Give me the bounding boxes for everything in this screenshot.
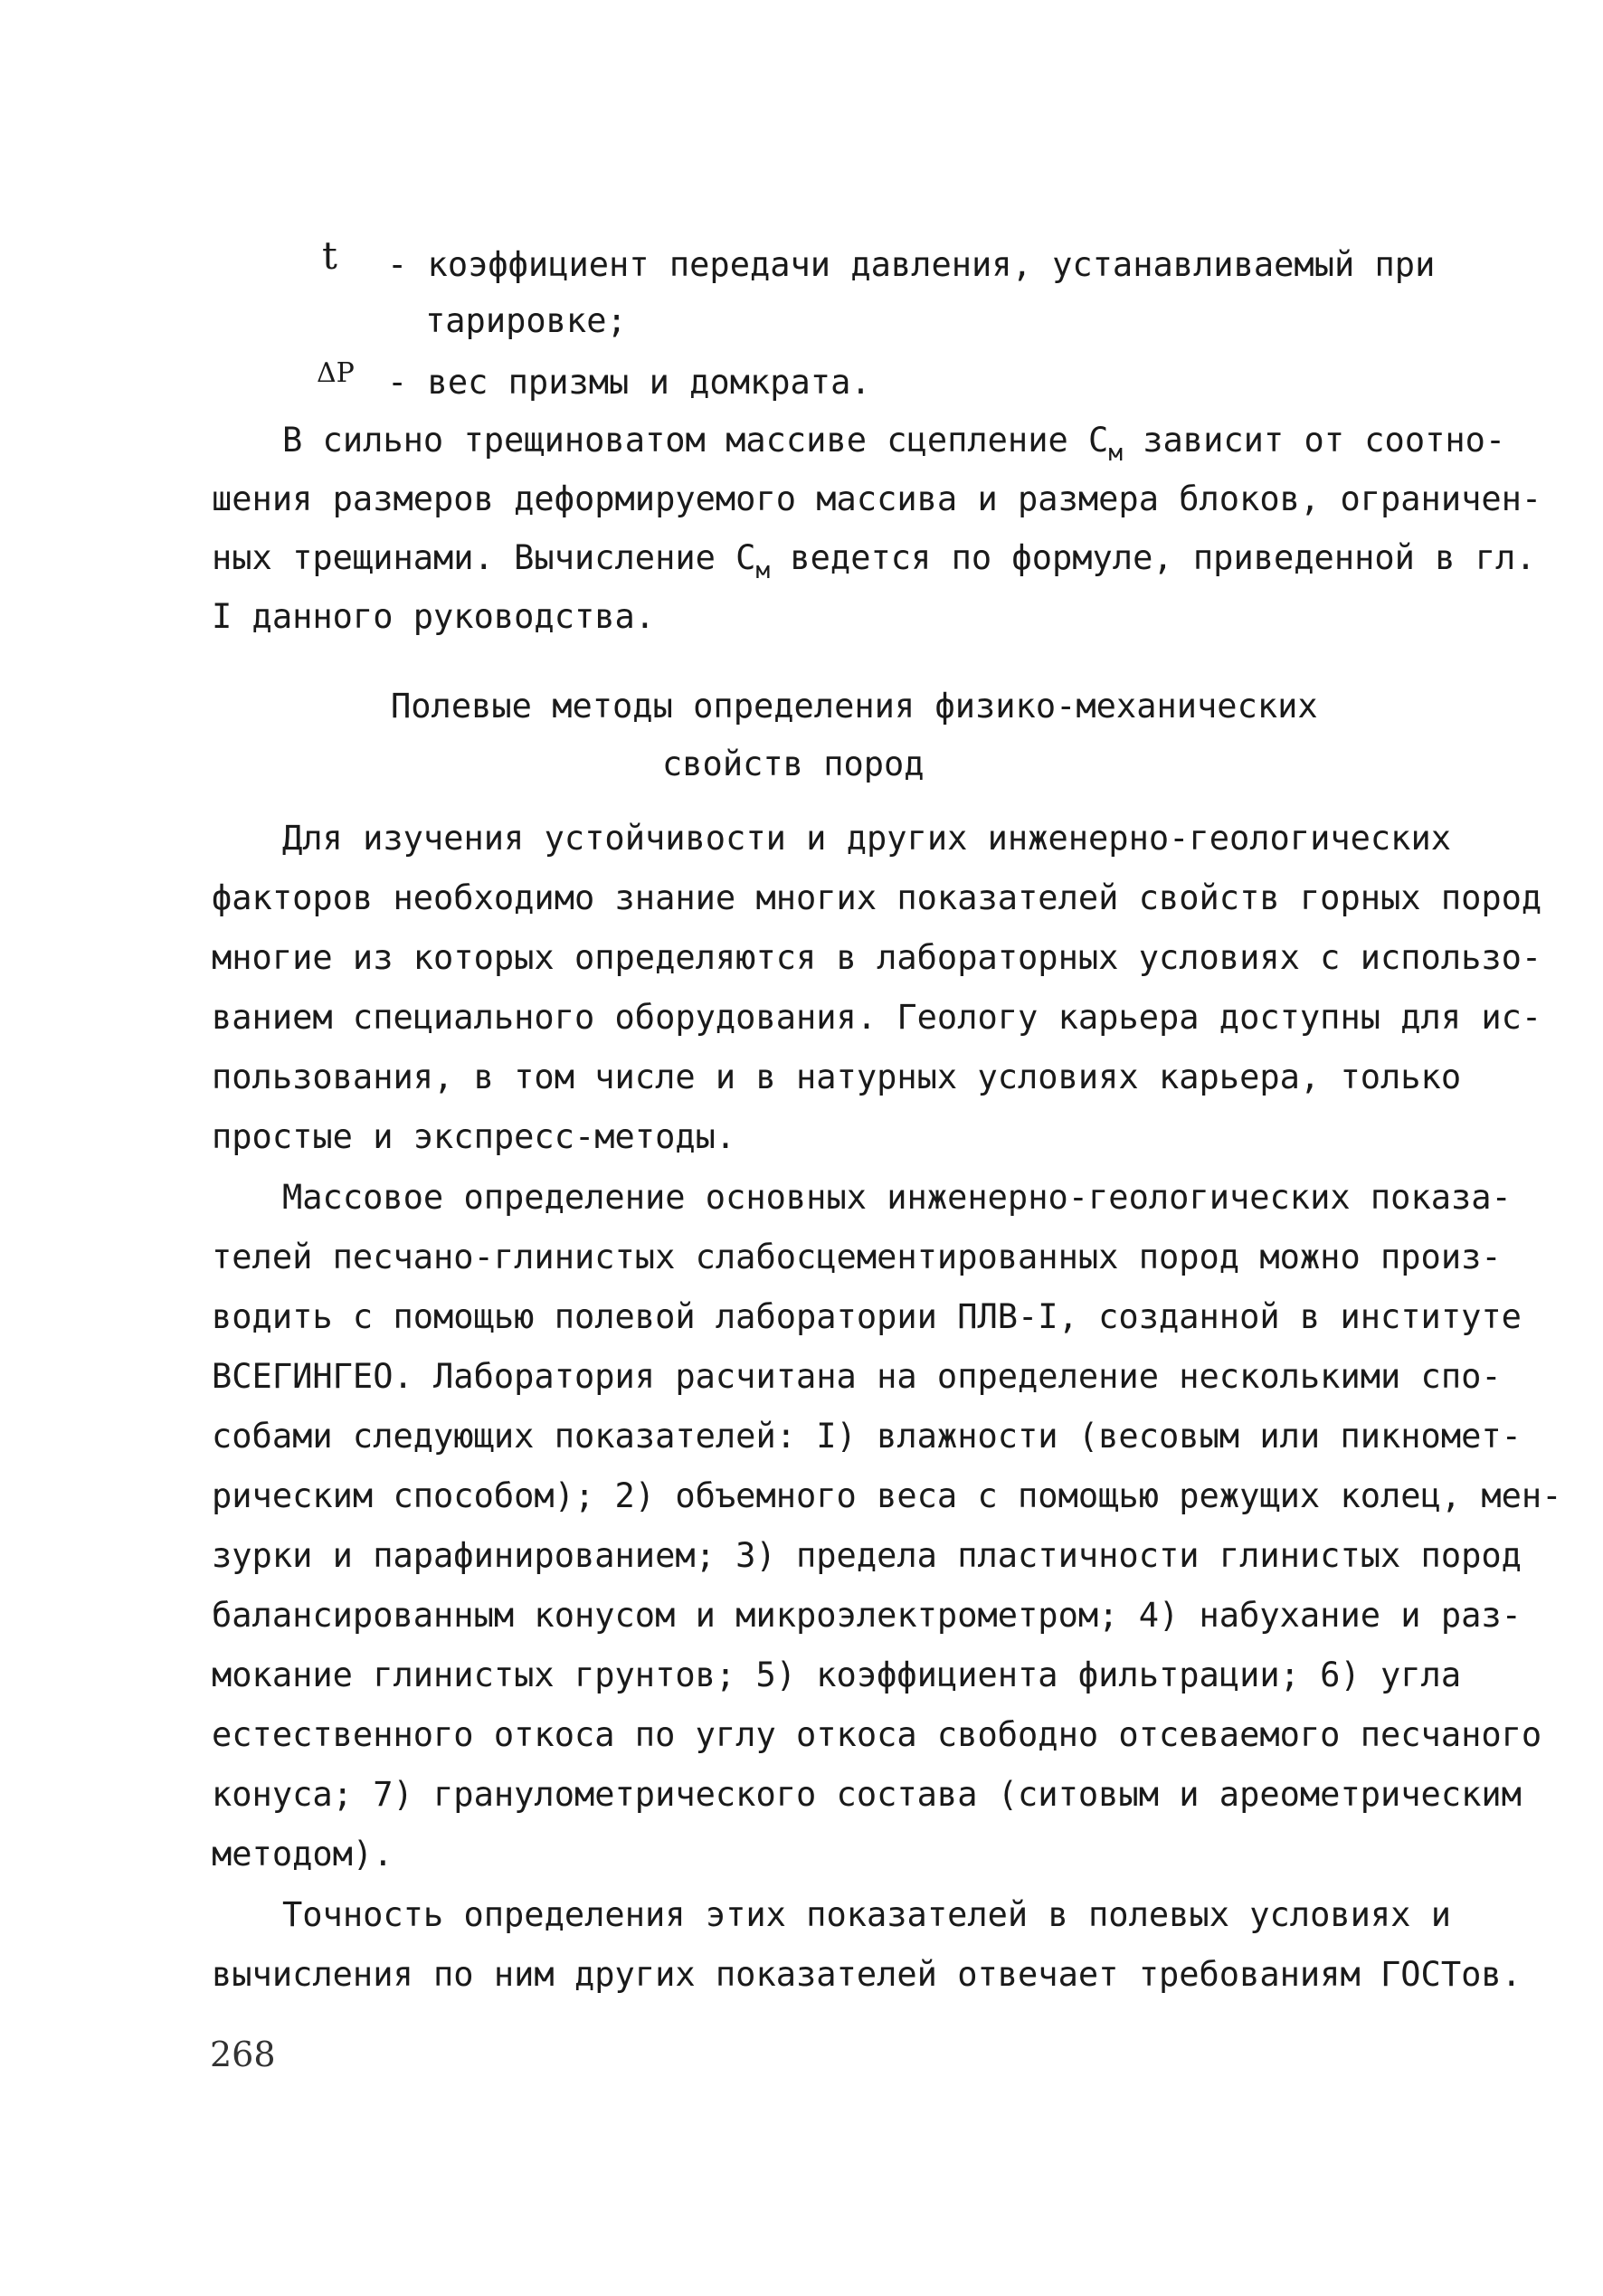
paragraph3-line-7: зурки и парафинированием; 3) предела пластичности глинистых пород bbox=[212, 1536, 1522, 1575]
paragraph2-line-4: ванием специального оборудования. Геологу карьера доступны для ис- bbox=[212, 998, 1542, 1037]
paragraph3-line-5: собами следующих показателей: I) влажности (весовым или пикномет- bbox=[212, 1417, 1522, 1456]
paragraph3-line-12: методом). bbox=[212, 1835, 394, 1874]
section-heading-line-2: свойств пород bbox=[662, 745, 925, 783]
paragraph2-line-1: Для изучения устойчивости и других инженерно-геологических bbox=[282, 819, 1452, 858]
paragraph2-line-5: пользования, в том числе и в натурных условиях карьера, только bbox=[212, 1058, 1462, 1096]
symbol-t: t bbox=[322, 233, 337, 278]
paragraph2-line-3: многие из которых определяются в лабораторных условиях с использо- bbox=[212, 938, 1542, 977]
paragraph1-line-1: В сильно трещиноватом массиве сцепление $С_м$ зависит от соотно- bbox=[282, 421, 1506, 467]
paragraph3-line-11: конуса; 7) гранулометрического состава (ситовым и ареометрическим bbox=[212, 1775, 1522, 1814]
paragraph3-line-3: водить с помощью полевой лаборатории ПЛВ-I, созданной в институте bbox=[212, 1297, 1522, 1336]
paragraph3-line-4: ВСЕГИНГЕО. Лаборатория расчитана на определение несколькими спо- bbox=[212, 1357, 1502, 1396]
paragraph3-line-9: мокание глинистых грунтов; 5) коэффициента фильтрации; 6) угла bbox=[212, 1656, 1462, 1694]
paragraph2-line-6: простые и экспресс-методы. bbox=[212, 1117, 736, 1156]
definition-delta-p-line-1: - вес призмы и домкрата. bbox=[387, 363, 871, 402]
paragraph3-line-1: Массовое определение основных инженерно-геологических показа- bbox=[282, 1178, 1512, 1217]
paragraph1-line-2: шения размеров деформируемого массива и размера блоков, ограничен- bbox=[212, 479, 1542, 518]
paragraph1-line-4: I данного руководства. bbox=[212, 597, 656, 636]
page-number: 268 bbox=[210, 2035, 276, 2074]
paragraph3-line-6: рическим способом); 2) объемного веса с помощью режущих колец, мен- bbox=[212, 1476, 1562, 1515]
paragraph3-line-2: телей песчано-глинистых слабосцементированных пород можно произ- bbox=[212, 1238, 1502, 1276]
paragraph2-line-2: факторов необходимо знание многих показателей свойств горных пород bbox=[212, 878, 1542, 917]
definition-t-line-1: - коэффициент передачи давления, устанавливаемый при bbox=[387, 245, 1436, 284]
paragraph1-line-3: ных трещинами. Вычисление $С_м$ ведется по формуле, приведенной в гл. bbox=[212, 538, 1536, 584]
definition-t-line-2: тарировке; bbox=[425, 301, 627, 340]
paragraph3-line-8: балансированным конусом и микроэлектрометром; 4) набухание и раз- bbox=[212, 1596, 1522, 1635]
paragraph4-line-2: вычисления по ним других показателей отвечает требованиям ГОСТов. bbox=[212, 1955, 1522, 1994]
symbol-delta-p: ΔP bbox=[317, 357, 355, 389]
paragraph3-line-10: естественного откоса по углу откоса свободно отсеваемого песчаного bbox=[212, 1715, 1542, 1754]
paragraph4-line-1: Точность определения этих показателей в полевых условиях и bbox=[282, 1895, 1452, 1934]
section-heading-line-1: Полевые методы определения физико-механических bbox=[391, 687, 1318, 726]
